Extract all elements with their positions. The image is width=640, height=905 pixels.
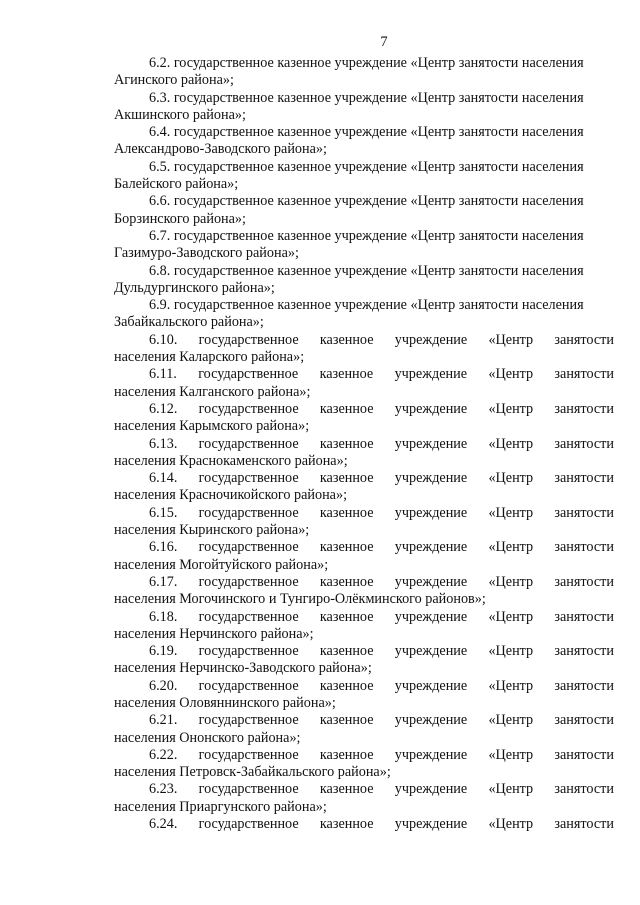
list-item-continuation: населения Краснокаменского района»; [114, 452, 348, 469]
list-item-word: 6.10. [149, 331, 178, 348]
list-item-word: государственное [198, 677, 299, 694]
list-item-word: «Центр [488, 781, 534, 798]
list-item-word: «Центр [488, 504, 534, 521]
list-item-first-line [114, 470, 614, 487]
list-item-continuation: населения Приаргунского района»; [114, 798, 327, 815]
list-item-continuation: населения Карымского района»; [114, 418, 310, 435]
list-item-word: занятости [554, 435, 614, 452]
list-item-word: занятости [554, 746, 614, 763]
list-item-word: государственное [198, 470, 299, 487]
list-item-continuation: Балейского района»; [114, 176, 239, 193]
list-item-first-line [114, 539, 614, 556]
list-item-continuation: населения Петровск-Забайкальского района»; [114, 764, 391, 781]
list-item-continuation: Дульдургинского района»; [114, 279, 275, 296]
list-item [114, 712, 614, 747]
list-item-word: казенное [319, 816, 374, 833]
list-item-word: занятости [554, 573, 614, 590]
list-item-continuation: населения Оловяннинского района»; [114, 694, 336, 711]
list-item-word: «Центр [488, 746, 534, 763]
list-item-word: казенное [319, 573, 374, 590]
list-item-word: государственное [198, 504, 299, 521]
list-item-first-line [114, 781, 614, 798]
list-item [114, 747, 614, 782]
list-item-word: учреждение [394, 746, 468, 763]
list-item-word: государственное [198, 608, 299, 625]
list-item-first-line [114, 505, 614, 522]
list-item [114, 643, 614, 678]
list-item-word: 6.23. [149, 781, 178, 798]
list-item-word: «Центр [488, 470, 534, 487]
list-item-first-line: 6.5. государственное казенное учреждение «Центр занятости населения [149, 158, 584, 175]
list-item-word: казенное [319, 539, 374, 556]
list-item-word: государственное [198, 400, 299, 417]
list-item-word: государственное [198, 781, 299, 798]
list-item-word: 6.18. [149, 608, 178, 625]
list-item-word: 6.17. [149, 573, 178, 590]
list-item [114, 90, 614, 125]
list-item-first-line [114, 401, 614, 418]
list-item-word: учреждение [394, 677, 468, 694]
list-item-first-line [114, 747, 614, 764]
list-item-word: казенное [319, 781, 374, 798]
list-item-word: занятости [554, 400, 614, 417]
list-item-word: учреждение [394, 816, 468, 833]
list-item-word: учреждение [394, 504, 468, 521]
list-item-first-line [114, 643, 614, 660]
list-item-continuation: населения Нерчинского района»; [114, 625, 314, 642]
list-item-word: занятости [554, 366, 614, 383]
list-item-continuation: населения Калганского района»; [114, 383, 311, 400]
list-item [114, 159, 614, 194]
list-item-word: «Центр [488, 643, 534, 660]
list-item-continuation: населения Кыринского района»; [114, 522, 310, 539]
list-item-word: государственное [198, 643, 299, 660]
list-item-word: «Центр [488, 539, 534, 556]
list-item-word: занятости [554, 781, 614, 798]
list-item [114, 401, 614, 436]
list-item-first-line: 6.8. государственное казенное учреждение «Центр занятости населения [149, 262, 584, 279]
list-item-word: занятости [554, 504, 614, 521]
list-item-word: учреждение [394, 573, 468, 590]
list-item [114, 297, 614, 332]
list-item [114, 678, 614, 713]
list-item-word: казенное [319, 331, 374, 348]
list-item-continuation: Агинского района»; [114, 72, 234, 89]
list-item-first-line [114, 678, 614, 695]
list-item-word: учреждение [394, 400, 468, 417]
list-item-word: учреждение [394, 331, 468, 348]
list-item-word: 6.15. [149, 504, 178, 521]
list-item [114, 436, 614, 471]
list-item-word: государственное [198, 746, 299, 763]
list-item-word: «Центр [488, 677, 534, 694]
list-item-first-line [114, 712, 614, 729]
list-item-word: казенное [319, 435, 374, 452]
list-item-word: занятости [554, 470, 614, 487]
list-item-word: учреждение [394, 712, 468, 729]
list-item-word: занятости [554, 816, 614, 833]
list-item [114, 366, 614, 401]
list-item-word: учреждение [394, 643, 468, 660]
list-item-word: учреждение [394, 781, 468, 798]
list-item-word: учреждение [394, 470, 468, 487]
list-item-word: занятости [554, 677, 614, 694]
list-item-word: 6.19. [149, 643, 178, 660]
list-item-continuation: Александрово-Заводского района»; [114, 141, 327, 158]
list-item [114, 505, 614, 540]
list-item-continuation: населения Нерчинско-Заводского района»; [114, 660, 372, 677]
list-item-word: «Центр [488, 573, 534, 590]
list-item-first-line: 6.3. государственное казенное учреждение «Центр занятости населения [149, 89, 584, 106]
list-item-word: 6.22. [149, 746, 178, 763]
list-item-first-line [114, 332, 614, 349]
list-item-continuation: населения Могойтуйского района»; [114, 556, 329, 573]
list-item-word: казенное [319, 677, 374, 694]
list-item-word: «Центр [488, 435, 534, 452]
list-item-word: государственное [198, 573, 299, 590]
list-item [114, 539, 614, 574]
list-item [114, 124, 614, 159]
list-item-continuation: населения Каларского района»; [114, 349, 305, 366]
list-item-word: 6.21. [149, 712, 178, 729]
list-item-first-line: 6.9. государственное казенное учреждение «Центр занятости населения [149, 297, 584, 314]
list-item-continuation: Акшинского района»; [114, 106, 246, 123]
list-item-word: государственное [198, 435, 299, 452]
list-item-first-line: 6.6. государственное казенное учреждение «Центр занятости населения [149, 193, 584, 210]
list-item-word: «Центр [488, 816, 534, 833]
list-item-word: казенное [319, 712, 374, 729]
list-item-continuation: населения Могочинского и Тунгиро-Олёкминского районов»; [114, 591, 486, 608]
document-body [114, 55, 614, 833]
list-item-word: казенное [319, 643, 374, 660]
list-item-word: «Центр [488, 712, 534, 729]
list-item-first-line [114, 436, 614, 453]
list-item-word: 6.14. [149, 470, 178, 487]
list-item [114, 470, 614, 505]
list-item-word: учреждение [394, 539, 468, 556]
list-item-word: занятости [554, 608, 614, 625]
list-item-word: «Центр [488, 400, 534, 417]
list-item-word: казенное [319, 608, 374, 625]
list-item-continuation: населения Ононского района»; [114, 729, 301, 746]
list-item [114, 332, 614, 367]
list-item-word: 6.11. [149, 366, 177, 383]
list-item-continuation: Газимуро-Заводского района»; [114, 245, 299, 262]
list-item-word: 6.16. [149, 539, 178, 556]
list-item [114, 228, 614, 263]
list-item-continuation: Борзинского района»; [114, 210, 246, 227]
list-item-first-line [114, 816, 614, 833]
list-item-word: занятости [554, 643, 614, 660]
list-item-word: государственное [198, 331, 299, 348]
list-item-word: государственное [198, 366, 299, 383]
list-item-first-line [114, 574, 614, 591]
list-item-word: занятости [554, 331, 614, 348]
list-item-word: учреждение [394, 608, 468, 625]
list-item-first-line [114, 609, 614, 626]
list-item [114, 193, 614, 228]
list-item-word: «Центр [488, 366, 534, 383]
list-item [114, 781, 614, 816]
list-item-word: 6.24. [149, 816, 178, 833]
list-item-word: казенное [319, 746, 374, 763]
list-item [114, 609, 614, 644]
list-item-word: 6.13. [149, 435, 178, 452]
page-number: 7 [380, 34, 388, 50]
list-item-word: казенное [319, 470, 374, 487]
list-item-word: учреждение [394, 435, 468, 452]
list-item [114, 263, 614, 298]
list-item-first-line [114, 366, 614, 383]
list-item-word: казенное [319, 400, 374, 417]
list-item-first-line: 6.2. государственное казенное учреждение «Центр занятости населения [149, 55, 584, 71]
list-item [114, 816, 614, 833]
list-item-word: «Центр [488, 608, 534, 625]
list-item-word: «Центр [488, 331, 534, 348]
list-item-word: казенное [319, 366, 374, 383]
list-item-word: занятости [554, 539, 614, 556]
list-item [114, 55, 614, 90]
list-item-word: государственное [198, 539, 299, 556]
list-item-continuation: населения Красночикойского района»; [114, 487, 348, 504]
list-item-continuation: Забайкальского района»; [114, 314, 264, 331]
list-item-word: 6.20. [149, 677, 178, 694]
list-item-word: 6.12. [149, 400, 178, 417]
list-item-first-line: 6.7. государственное казенное учреждение «Центр занятости населения [149, 227, 584, 244]
list-item-word: занятости [554, 712, 614, 729]
list-item-word: государственное [198, 712, 299, 729]
list-item-first-line: 6.4. государственное казенное учреждение «Центр занятости населения [149, 124, 584, 141]
list-item-word: государственное [198, 816, 299, 833]
list-item-word: казенное [319, 504, 374, 521]
list-item [114, 574, 614, 609]
list-item-word: учреждение [394, 366, 467, 383]
